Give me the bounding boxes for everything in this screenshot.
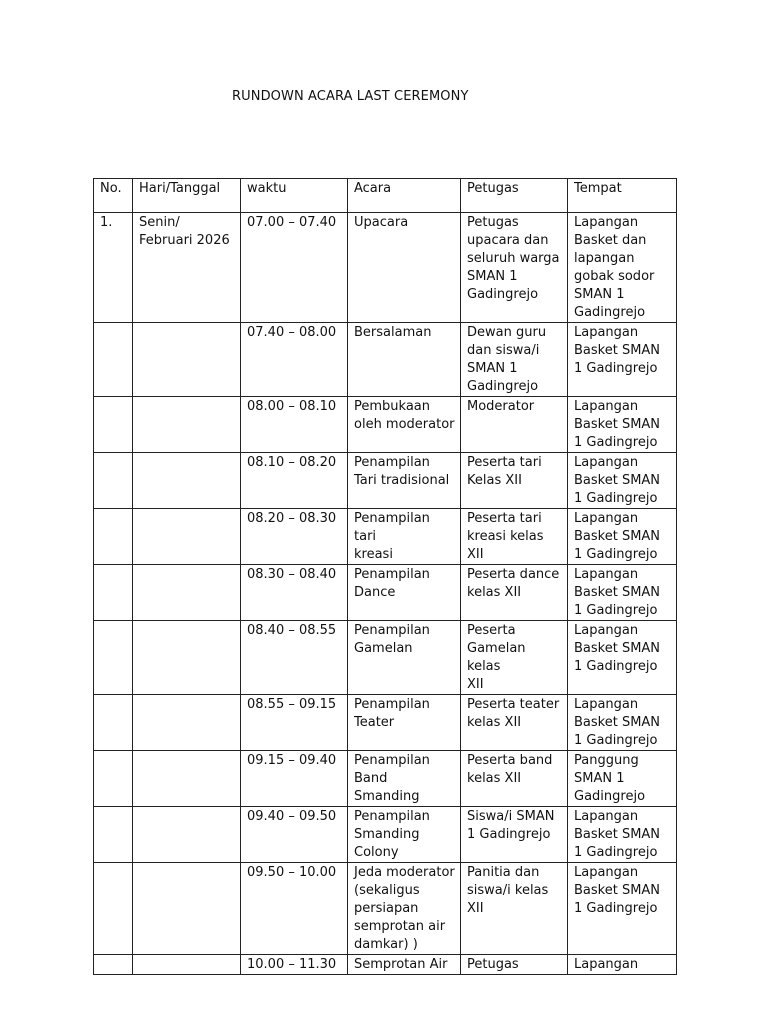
row-waktu: 07.40 – 08.00 — [241, 323, 348, 397]
row-petugas: Peserta tari kreasi kelas XII — [461, 509, 568, 565]
row-waktu: 09.40 – 09.50 — [241, 807, 348, 863]
header-tempat: Tempat — [568, 179, 677, 213]
row-hari-tanggal — [133, 509, 241, 565]
row-no — [94, 397, 133, 453]
table-row — [94, 863, 677, 955]
table-row — [94, 695, 677, 751]
row-hari-tanggal — [133, 955, 241, 975]
row-acara: Penampilan Smanding Colony — [348, 807, 461, 863]
row-tempat: Lapangan Basket SMAN 1 Gadingrejo — [568, 695, 677, 751]
row-no — [94, 807, 133, 863]
header-waktu: waktu — [241, 179, 348, 213]
header-acara: Acara — [348, 179, 461, 213]
row-no — [94, 955, 133, 975]
row-acara: Penampilan Gamelan — [348, 621, 461, 695]
row-tempat: Lapangan — [568, 955, 677, 975]
row-waktu: 10.00 – 11.30 — [241, 955, 348, 975]
row-petugas: Peserta tari Kelas XII — [461, 453, 568, 509]
row-tempat: Lapangan Basket SMAN 1 Gadingrejo — [568, 397, 677, 453]
table-body — [94, 213, 677, 975]
row-acara: Upacara — [348, 213, 461, 323]
page-title: RUNDOWN ACARA LAST CEREMONY — [232, 89, 469, 104]
row-no — [94, 509, 133, 565]
table-header-row — [94, 179, 677, 213]
row-hari-tanggal — [133, 621, 241, 695]
row-tempat: Lapangan Basket SMAN 1 Gadingrejo — [568, 863, 677, 955]
row-no: 1. — [94, 213, 133, 323]
row-waktu: 09.50 – 10.00 — [241, 863, 348, 955]
row-petugas: Panitia dan siswa/i kelas XII — [461, 863, 568, 955]
table-row — [94, 213, 677, 323]
row-no — [94, 863, 133, 955]
table-row — [94, 751, 677, 807]
row-petugas: Siswa/i SMAN 1 Gadingrejo — [461, 807, 568, 863]
row-waktu: 08.10 – 08.20 — [241, 453, 348, 509]
row-tempat: Lapangan Basket SMAN 1 Gadingrejo — [568, 807, 677, 863]
header-petugas: Petugas — [461, 179, 568, 213]
row-tempat: Lapangan Basket SMAN 1 Gadingrejo — [568, 565, 677, 621]
row-waktu: 08.00 – 08.10 — [241, 397, 348, 453]
row-acara: Bersalaman — [348, 323, 461, 397]
row-tempat: Lapangan Basket SMAN 1 Gadingrejo — [568, 509, 677, 565]
row-acara: Semprotan Air — [348, 955, 461, 975]
row-no — [94, 695, 133, 751]
row-no — [94, 751, 133, 807]
row-acara: Pembukaan oleh moderator — [348, 397, 461, 453]
table-row — [94, 453, 677, 509]
table-row — [94, 397, 677, 453]
row-petugas: Moderator — [461, 397, 568, 453]
row-no — [94, 323, 133, 397]
row-petugas: Petugas upacara dan seluruh warga SMAN 1 Gadingrejo — [461, 213, 568, 323]
row-acara: Penampilan Band Smanding — [348, 751, 461, 807]
row-acara: Penampilan Tari tradisional — [348, 453, 461, 509]
header-hari-tanggal: Hari/Tanggal — [133, 179, 241, 213]
row-tempat: Lapangan Basket SMAN 1 Gadingrejo — [568, 453, 677, 509]
row-petugas: Petugas — [461, 955, 568, 975]
row-petugas: Peserta dance kelas XII — [461, 565, 568, 621]
row-petugas: Peserta band kelas XII — [461, 751, 568, 807]
row-petugas: Dewan guru dan siswa/i SMAN 1 Gadingrejo — [461, 323, 568, 397]
row-waktu: 08.55 – 09.15 — [241, 695, 348, 751]
row-hari-tanggal — [133, 863, 241, 955]
row-hari-tanggal — [133, 695, 241, 751]
row-tempat: Lapangan Basket SMAN 1 Gadingrejo — [568, 323, 677, 397]
row-no — [94, 453, 133, 509]
table-row — [94, 807, 677, 863]
table-row — [94, 323, 677, 397]
row-hari-tanggal: Senin/ Februari 2026 — [133, 213, 241, 323]
row-waktu: 08.30 – 08.40 — [241, 565, 348, 621]
row-hari-tanggal — [133, 751, 241, 807]
row-waktu: 07.00 – 07.40 — [241, 213, 348, 323]
row-hari-tanggal — [133, 807, 241, 863]
rundown-table — [93, 178, 677, 975]
table-row — [94, 509, 677, 565]
table-row — [94, 621, 677, 695]
table-row — [94, 565, 677, 621]
row-petugas: Peserta teater kelas XII — [461, 695, 568, 751]
row-waktu: 08.40 – 08.55 — [241, 621, 348, 695]
row-waktu: 09.15 – 09.40 — [241, 751, 348, 807]
row-tempat: Lapangan Basket SMAN 1 Gadingrejo — [568, 621, 677, 695]
table-row — [94, 955, 677, 975]
row-waktu: 08.20 – 08.30 — [241, 509, 348, 565]
row-tempat: Panggung SMAN 1 Gadingrejo — [568, 751, 677, 807]
row-no — [94, 565, 133, 621]
row-petugas: Peserta Gamelan kelas XII — [461, 621, 568, 695]
row-no — [94, 621, 133, 695]
row-acara: Jeda moderator (sekaligus persiapan semprotan air damkar) ) — [348, 863, 461, 955]
row-hari-tanggal — [133, 397, 241, 453]
row-hari-tanggal — [133, 453, 241, 509]
row-hari-tanggal — [133, 323, 241, 397]
row-acara: Penampilan Dance — [348, 565, 461, 621]
row-hari-tanggal — [133, 565, 241, 621]
row-tempat: Lapangan Basket dan lapangan gobak sodor SMAN 1 Gadingrejo — [568, 213, 677, 323]
row-acara: Penampilan tari kreasi — [348, 509, 461, 565]
header-no: No. — [94, 179, 133, 213]
row-acara: Penampilan Teater — [348, 695, 461, 751]
